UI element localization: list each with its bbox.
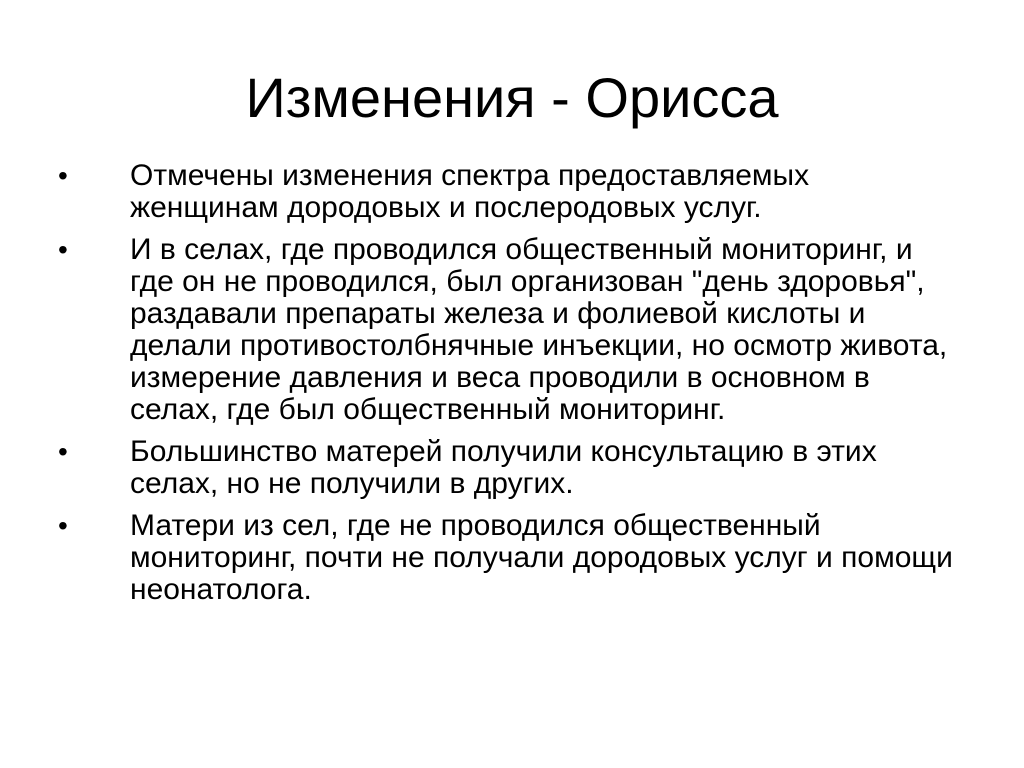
bullet-text: И в селах, где проводился общественный мониторинг, и где он не проводился, был организован "день здоровья", раздавали препараты железа и фолиевой кислоты и делали противостолбнячные инъекции, но осмотр живота, измерение давления и веса проводили в основном в селах, где был общественный мониторинг. xyxy=(130,233,948,426)
slide-title: Изменения - Орисса xyxy=(245,66,779,129)
bullet-text: Отмечены изменения спектра предоставляемых женщинам дородовых и послеродовых услуг. xyxy=(130,159,810,224)
bullet-item xyxy=(0,510,960,606)
bullet-item xyxy=(0,234,960,426)
bullet-icon: • xyxy=(58,234,68,265)
bullet-item xyxy=(0,160,960,224)
bullet-icon: • xyxy=(58,160,68,191)
bullet-text: Матери из сел, где не проводился общественный мониторинг, почти не получали дородовых услуг и помощи неонатолога. xyxy=(130,509,953,606)
bullet-text: Большинство матерей получили консультацию в этих селах, но не получили в других. xyxy=(130,435,877,500)
bullet-list xyxy=(0,160,1024,616)
bullet-item xyxy=(0,436,960,500)
bullet-icon: • xyxy=(58,510,68,541)
bullet-icon: • xyxy=(58,436,68,467)
